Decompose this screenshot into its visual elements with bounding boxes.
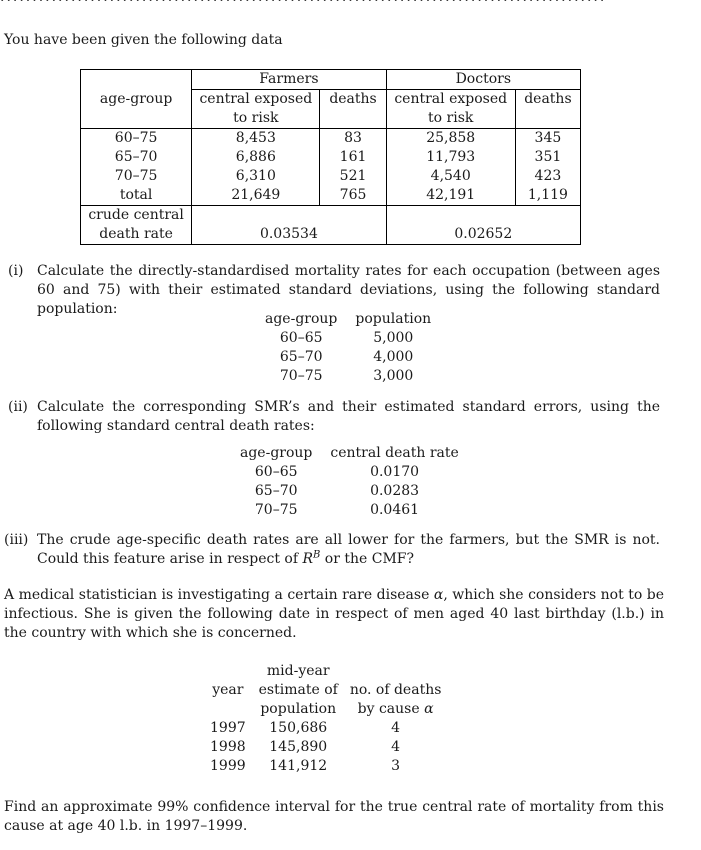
question-i: (i) Calculate the directly-standardised mortality rates for each occupation (between ages 60 and 75) with their estimated standard deviations, using the following standard population:: [8, 263, 660, 317]
standard-population-table: age-group population 60–65 5,000 65–70 4,000 70–75 3,000: [256, 310, 440, 386]
table-row: 60–65 5,000: [279, 330, 414, 346]
question-ii: (ii) Calculate the corresponding SMR’s and their estimated standard errors, using the following standard central death rates:: [8, 399, 660, 434]
header-doctors: Doctors: [386, 70, 580, 90]
header-doctors-deaths: deaths: [515, 90, 580, 129]
table-row: 65–70 4,000: [279, 349, 414, 365]
intro-text: You have been given the following data: [4, 32, 283, 48]
crude-rate-farmers: 0.03534: [192, 206, 386, 245]
standard-rate-table: age-group central death rate 60–65 0.0170 65–70 0.0283 70–75 0.0461: [231, 444, 468, 520]
question-iii: (iii) The crude age-specific death rates are all lower for the farmers, but the SMR is not. Could this feature arise in respect of $R^B$ or the CMF?: [4, 532, 660, 567]
cut-off-top-line: [0, 0, 701, 2]
table-row: 1998 145,890 4: [210, 739, 401, 755]
header-doctors-central: central exposed to risk: [386, 90, 515, 129]
table-row: 65–70 0.0283: [254, 483, 420, 499]
final-question: Find an approximate 99% confidence interval for the true central rate of mortality from this cause at age 40 l.b. in 1997–1999.: [4, 799, 664, 834]
crude-rate-row: crude central death rate 0.03534 0.02652: [81, 206, 581, 245]
header-farmers-central: central exposed to risk: [192, 90, 320, 129]
table-row: 60–75 65–70 70–75 total 8,453 6,886 6,310 21,649 83 161 521 765 25,858 11,793 4,540 42,191 345 351 423 1,119: [81, 129, 581, 206]
header-farmers: Farmers: [192, 70, 386, 90]
disease-paragraph: A medical statistician is investigating a certain rare disease α, which she considers not to be infectious. She is given the following date in respect of men aged 40 last birthday (l.b.) in the country with which she is concerned.: [4, 587, 665, 641]
header-farmers-deaths: deaths: [320, 90, 386, 129]
header-age-group: age-group: [81, 70, 192, 129]
table-row: 70–75 3,000: [279, 368, 414, 384]
table-row: 1997 150,686 4: [210, 720, 401, 736]
table-row: 60–65 0.0170: [254, 464, 420, 480]
crude-rate-doctors: 0.02652: [386, 206, 580, 245]
table-row: 1999 141,912 3: [210, 758, 401, 774]
occupation-table: [80, 69, 581, 245]
table-row: 70–75 0.0461: [254, 502, 420, 518]
disease-table: year mid-year estimate of population no. of deaths by cause α 1997 150,686 4 1998 145,890 4 1999 141,912 3: [201, 662, 449, 776]
